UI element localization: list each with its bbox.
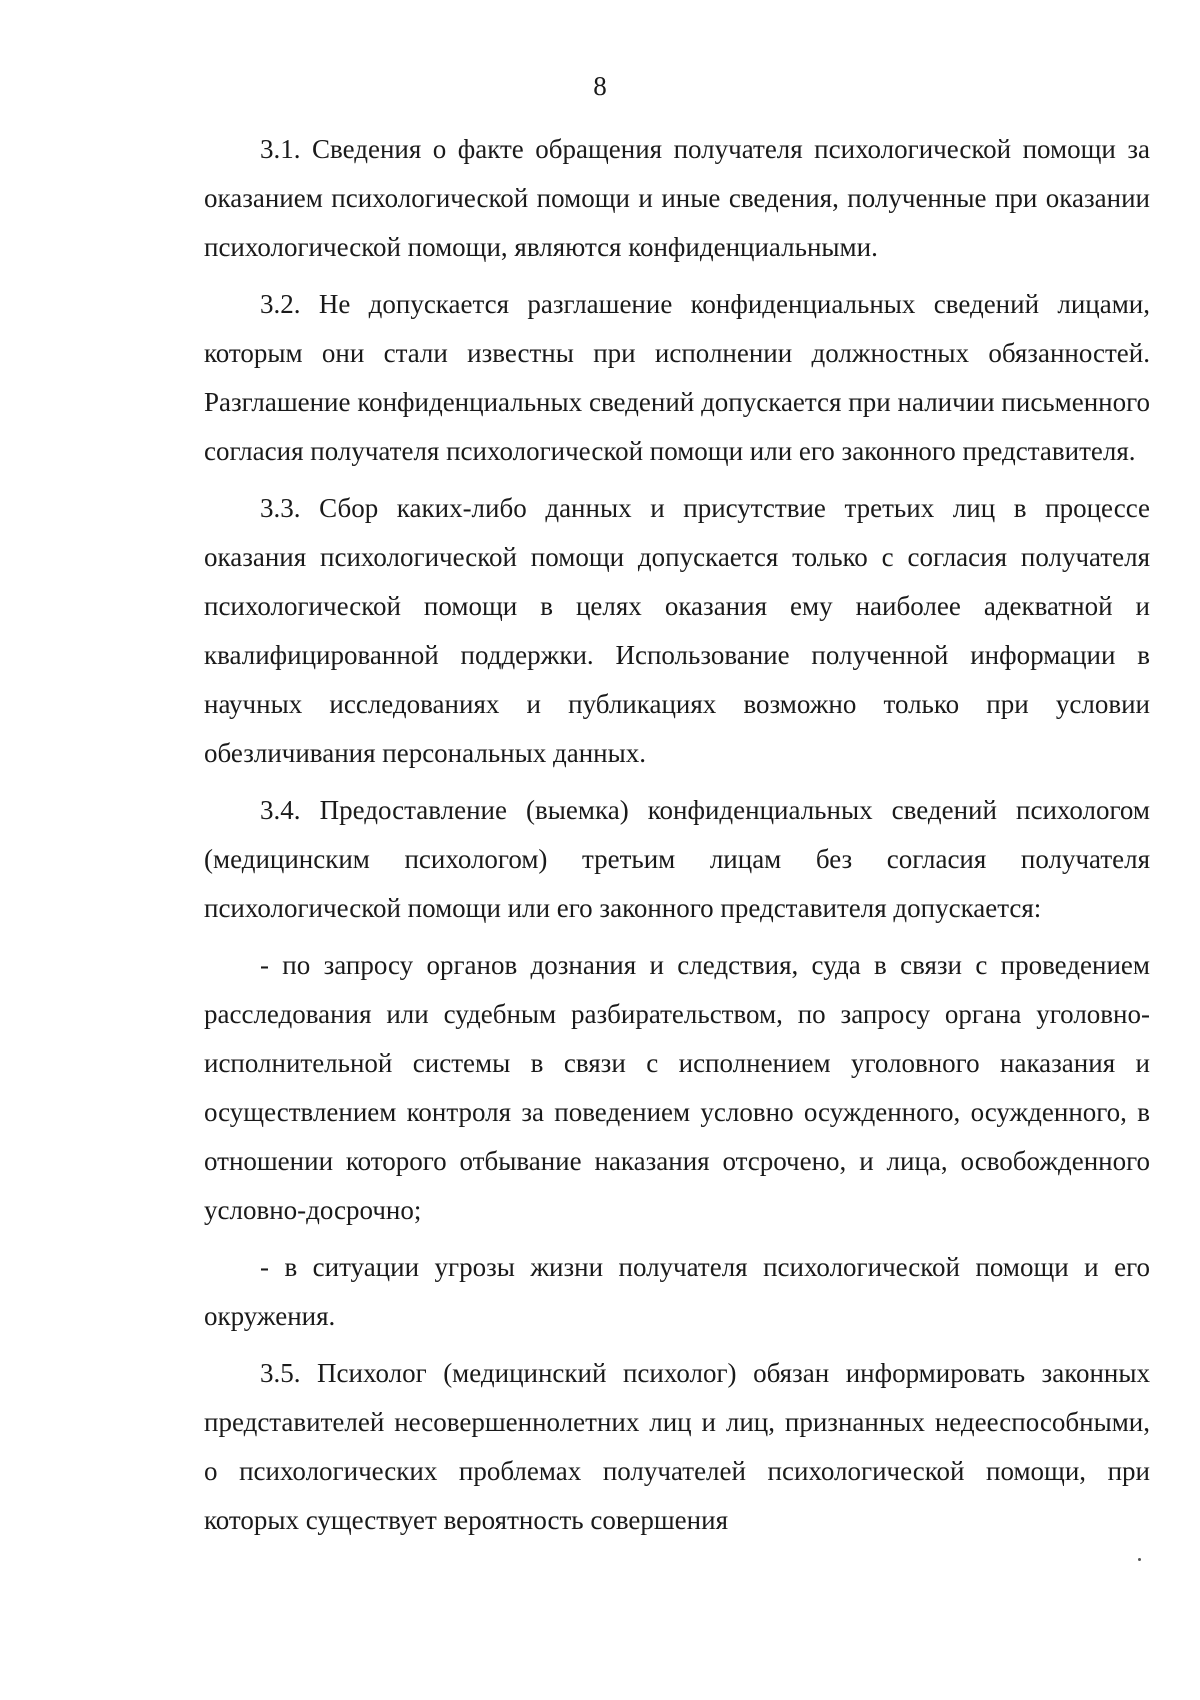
paragraph-3-1: 3.1. Сведения о факте обращения получателя психологической помощи за оказанием психологической помощи и иные сведения, полученные при оказании психологической помощи, являются конфиденциальными. xyxy=(204,134,1150,262)
paragraph-3-5: 3.5. Психолог (медицинский психолог) обязан информировать законных представителей несовершеннолетних лиц и лиц, признанных недееспособными, о психологических проблемах получателей психологической помощи, при которых существует вероятность совершения xyxy=(204,1358,1150,1535)
document-body xyxy=(204,125,1150,1553)
paragraph-3-3: 3.3. Сбор каких-либо данных и присутствие третьих лиц в процессе оказания психологической помощи допускается только с согласия получателя психологической помощи в целях оказания ему наиболее адекватной и квалифицированной поддержки. Использование полученной информации в научных исследованиях и публикациях возможно только при условии обезличивания персональных данных. xyxy=(204,493,1150,768)
scan-speck xyxy=(1138,1558,1141,1561)
paragraph-3-2: 3.2. Не допускается разглашение конфиденциальных сведений лицами, которым они стали известны при исполнении должностных обязанностей. Разглашение конфиденциальных сведений допускается при наличии письменного согласия получателя психологической помощи или его законного представителя. xyxy=(204,289,1150,466)
list-item-investigation-request: - по запросу органов дознания и следствия, суда в связи с проведением расследования или судебным разбирательством, по запросу органа уголовно-исполнительной системы в связи с исполнением уголовного наказания и осуществлением контроля за поведением условно осужденного, осужденного, в отношении которого отбывание наказания отсрочено, и лица, освобожденного условно-досрочно; xyxy=(204,950,1150,1225)
list-item-life-threat: - в ситуации угрозы жизни получателя психологической помощи и его окружения. xyxy=(204,1252,1150,1331)
page-number: 8 xyxy=(593,71,607,101)
paragraph-3-4: 3.4. Предоставление (выемка) конфиденциальных сведений психологом (медицинским психологом) третьим лицам без согласия получателя психологической помощи или его законного представителя допускается: xyxy=(204,795,1150,923)
